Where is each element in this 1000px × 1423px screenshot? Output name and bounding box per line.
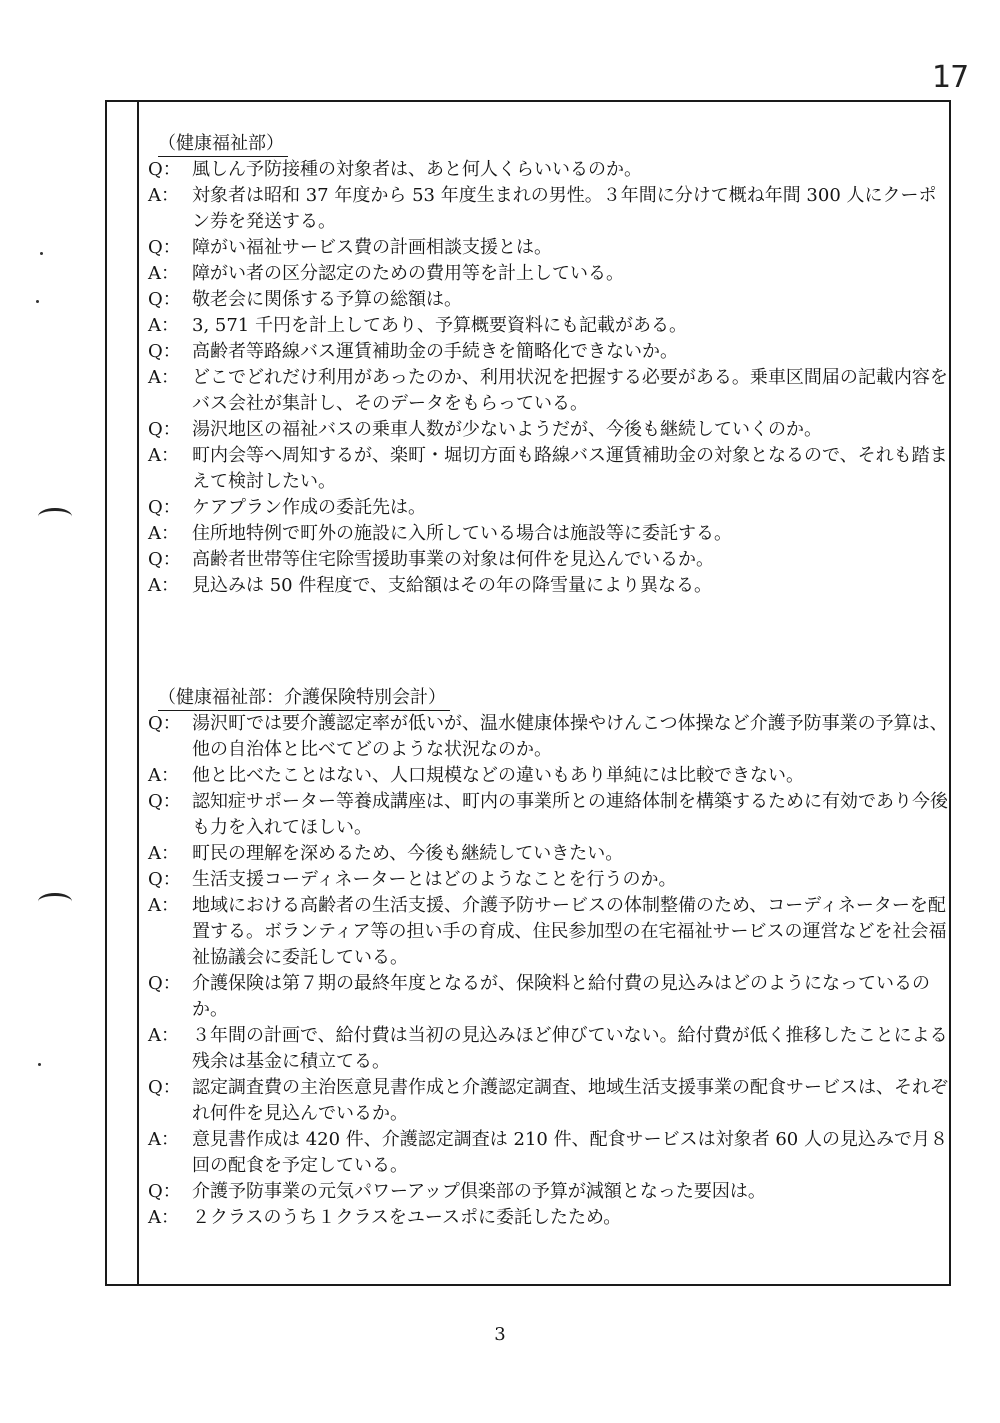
answer-row xyxy=(148,1127,948,1179)
scan-speck xyxy=(40,252,43,255)
question-row xyxy=(148,971,948,1023)
qa-text: 障がい者の区分認定のための費用等を計上している。 xyxy=(192,263,624,284)
question-row xyxy=(148,157,948,183)
qa-label: Q： xyxy=(148,159,181,180)
qa-text: 高齢者世帯等住宅除雪援助事業の対象は何件を見込んでいるか。 xyxy=(192,549,714,570)
qa-text: どこでどれだけ利用があったのか、利用状況を把握する必要がある。乗車区間届の記載内容をバス会社が集計し、そのデータをもらっている。 xyxy=(192,367,948,414)
qa-label: Q： xyxy=(148,1181,181,1202)
qa-text: 介護保険は第７期の最終年度となるが、保険料と給付費の見込みはどのようになっているのか。 xyxy=(192,973,930,1020)
question-row xyxy=(148,495,948,521)
question-row xyxy=(148,287,948,313)
question-row xyxy=(148,789,948,841)
answer-row xyxy=(148,313,948,339)
qa-label: A： xyxy=(148,895,179,916)
qa-label: A： xyxy=(148,263,179,284)
qa-label: A： xyxy=(148,1207,179,1228)
question-row xyxy=(148,235,948,261)
qa-text: 敬老会に関係する予算の総額は。 xyxy=(192,289,462,310)
qa-text: 地域における高齢者の生活支援、介護予防サービスの体制整備のため、コーディネーターを配置する。ボランティア等の担い手の育成、住民参加型の在宅福祉サービスの運営などを社会福祉協議会に委託している。 xyxy=(192,895,947,968)
qa-label: Q： xyxy=(148,497,181,518)
qa-label: A： xyxy=(148,523,179,544)
answer-row xyxy=(148,443,948,495)
qa-label: Q： xyxy=(148,713,181,734)
qa-text: 湯沢地区の福祉バスの乗車人数が少ないようだが、今後も継続していくのか。 xyxy=(192,419,822,440)
qa-text: 意見書作成は 420 件、介護認定調査は 210 件、配食サービスは対象者 60 人の見込みで月８回の配食を予定している。 xyxy=(192,1129,948,1176)
qa-text: ３年間の計画で、給付費は当初の見込みほど伸びていない。給付費が低く推移したことによる残余は基金に積立てる。 xyxy=(192,1025,948,1072)
answer-row xyxy=(148,763,948,789)
qa-text: 他と比べたことはない、人口規模などの違いもあり単純には比較できない。 xyxy=(192,765,804,786)
qa-label: Q： xyxy=(148,869,181,890)
answer-row xyxy=(148,183,948,235)
qa-label: Q： xyxy=(148,289,181,310)
qa-label: A： xyxy=(148,765,179,786)
section-health-welfare xyxy=(148,132,948,599)
qa-label: A： xyxy=(148,445,179,466)
qa-text: ２クラスのうち１クラスをユースポに委託したため。 xyxy=(192,1207,622,1228)
qa-label: A： xyxy=(148,1129,179,1150)
binding-hole-mark xyxy=(38,893,72,910)
qa-label: A： xyxy=(148,843,179,864)
qa-text: 町内会等へ周知するが、楽町・堀切方面も路線バス運賃補助金の対象となるので、それも踏まえて検討したい。 xyxy=(192,445,948,492)
qa-text: 認知症サポーター等養成講座は、町内の事業所との連絡体制を構築するために有効であり今後も力を入れてほしい。 xyxy=(192,791,948,838)
answer-row xyxy=(148,521,948,547)
answer-row xyxy=(148,1023,948,1075)
qa-label: A： xyxy=(148,185,179,206)
qa-label: Q： xyxy=(148,419,181,440)
qa-label: Q： xyxy=(148,341,181,362)
question-row xyxy=(148,339,948,365)
margin-rule xyxy=(137,100,139,1286)
qa-text: 3, 571 千円を計上してあり、予算概要資料にも記載がある。 xyxy=(192,315,687,336)
question-row xyxy=(148,711,948,763)
qa-text: 町民の理解を深めるため、今後も継続していきたい。 xyxy=(192,843,624,864)
answer-row xyxy=(148,841,948,867)
answer-row xyxy=(148,893,948,971)
qa-label: Q： xyxy=(148,549,181,570)
qa-list xyxy=(148,157,948,599)
qa-label: A： xyxy=(148,1025,179,1046)
answer-row xyxy=(148,1205,948,1231)
corner-page-mark: 17 xyxy=(932,60,969,95)
qa-text: 湯沢町では要介護認定率が低いが、温水健康体操やけんこつ体操など介護予防事業の予算は、他の自治体と比べてどのような状況なのか。 xyxy=(192,713,948,760)
question-row xyxy=(148,1075,948,1127)
qa-label: A： xyxy=(148,575,179,596)
page-number: 3 xyxy=(494,1324,506,1345)
question-row xyxy=(148,1179,948,1205)
answer-row xyxy=(148,573,948,599)
qa-text: 障がい福祉サービス費の計画相談支援とは。 xyxy=(192,237,552,258)
answer-row xyxy=(148,365,948,417)
scan-speck xyxy=(36,300,39,303)
qa-text: 高齢者等路線バス運賃補助金の手続きを簡略化できないか。 xyxy=(192,341,678,362)
qa-label: Q： xyxy=(148,791,181,812)
qa-list xyxy=(148,711,948,1231)
qa-label: A： xyxy=(148,315,179,336)
qa-text: 介護予防事業の元気パワーアップ倶楽部の予算が減額となった要因は。 xyxy=(192,1181,766,1202)
binding-hole-mark xyxy=(38,508,72,525)
question-row xyxy=(148,417,948,443)
qa-label: Q： xyxy=(148,237,181,258)
qa-text: 住所地特例で町外の施設に入所している場合は施設等に委託する。 xyxy=(192,523,732,544)
qa-text: 風しん予防接種の対象者は、あと何人くらいいるのか。 xyxy=(192,159,642,180)
section-title: （健康福祉部：介護保険特別会計） xyxy=(158,686,450,711)
qa-text: ケアプラン作成の委託先は。 xyxy=(192,497,426,518)
section-care-insurance xyxy=(148,686,948,1231)
qa-label: A： xyxy=(148,367,179,388)
qa-text: 生活支援コーディネーターとはどのようなことを行うのか。 xyxy=(192,869,677,890)
qa-text: 認定調査費の主治医意見書作成と介護認定調査、地域生活支援事業の配食サービスは、それぞれ何件を見込んでいるか。 xyxy=(192,1077,948,1124)
qa-text: 見込みは 50 件程度で、支給額はその年の降雪量により異なる。 xyxy=(192,575,712,596)
qa-label: Q： xyxy=(148,1077,181,1098)
answer-row xyxy=(148,261,948,287)
qa-text: 対象者は昭和 37 年度から 53 年度生まれの男性。３年間に分けて概ね年間 300 人にクーポン券を発送する。 xyxy=(192,185,937,232)
qa-label: Q： xyxy=(148,973,181,994)
question-row xyxy=(148,867,948,893)
scan-speck xyxy=(38,1063,41,1066)
section-title: （健康福祉部） xyxy=(158,132,288,157)
question-row xyxy=(148,547,948,573)
